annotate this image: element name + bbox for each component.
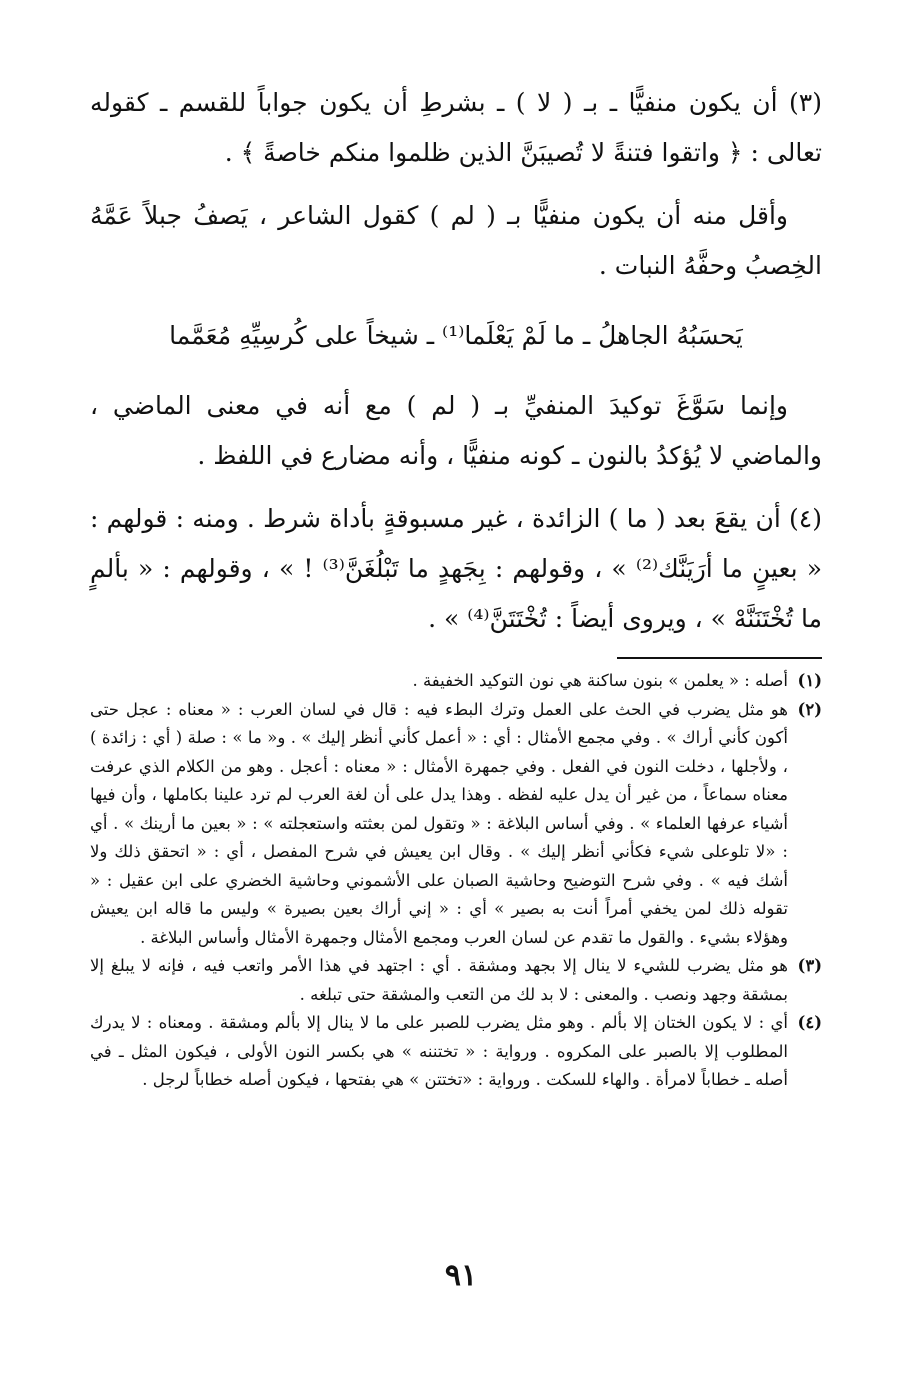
- footnote-number: (١): [797, 671, 822, 690]
- footnote-text: هو مثل يضرب في الحث على العمل وترك البطء فيه : قال في لسان العرب : « معناه : عجل حتى أكون كأني أراك » . وفي مجمع الأمثال : أي : « أعمل كأني أنظر إليك » . و« ما » : صلة ( أي : زائدة ) ، ولأجلها ، دخلت النون في الفعل . وفي جمهرة الأمثال : « معناه : أعجل . وهو من الكلام الذي عرفت معناه سماعاً ، من غير أن يدل عليه لفظه . وهذا يدل على أن لغة العرب لم ترد علينا بكاملها ، وأن فيها أشياء عرفها العلماء » . وفي أساس البلاغة : « وتقول لمن بعثته واستعجلته » : « بعين ما أرينك » . أي : «لا تلوعلى شيء فكأني أنظر إليك » . وقال ابن يعيش في شرح المفصل ، أي : « اتحقق ذلك ولا أشك فيه » . وفي شرح التوضيح وحاشية الصبان على الأشموني وحاشية الخضري على ابن عقيل : « تقوله ذلك لمن يخفي أمراً أنت به بصير » أي : « إني أراك بعين بصيرة » وليس ما قاله ابن يعيش وهؤلاء بشيء . والقول ما تقدم عن لسان العرب ومجمع الأمثال وجمهرة الأمثال وأساس البلاغة .: [90, 699, 788, 947]
- footnote-number: (٣): [797, 956, 822, 975]
- footnote-4: [90, 1009, 822, 1095]
- footnote-text: أصله : « يعلمن » بنون ساكنة هي نون التوكيد الخفيفة .: [412, 671, 788, 690]
- main-text: [90, 78, 822, 644]
- poetry-verse: يَحسَبُهُ الجاهلُ ـ ما لَمْ يَعْلَما⁽¹⁾ ـ شيخاً على كُرسِيِّهِ مُعَمَّما: [169, 321, 743, 350]
- footnote-number: (٢): [797, 699, 822, 719]
- paragraph-explanation: وإنما سَوَّغَ توكيدَ المنفيِّ بـ ( لم ) مع أنه في معنى الماضي ، والماضي لا يُؤكدُ بالنون ـ كونه منفيًّا ، وأنه مضارع في اللفظ .: [90, 391, 822, 470]
- footnotes: [90, 667, 822, 1095]
- footnote-2: [90, 696, 822, 953]
- page-number: ٩١: [444, 1258, 478, 1293]
- footnote-3: [90, 952, 822, 1009]
- footnote-number: (٤): [797, 1013, 822, 1032]
- book-page: [90, 78, 822, 1095]
- footnote-text: أي : لا يكون الختان إلا بألم . وهو مثل يضرب للصبر على ما لا ينال إلا بألم ومشقة . ومعناه : لا يدرك المطلوب إلا بالصبر على المكروه . ورواية : « تختننه » هي بكسر النون الأولى ، فيكون المثل ـ في أصله ـ خطاباً لامرأة . والهاء للسكت . ورواية : «تختتن » هي بفتحها ، فيكون أصله خطاباً لرجل .: [90, 1013, 788, 1089]
- footnote-1: [90, 667, 822, 696]
- footnote-text: هو مثل يضرب للشيء لا ينال إلا بجهد ومشقة . أي : اجتهد في هذا الأمر واتعب فيه ، فإنه لا يبلغ إلا بمشقة وجهد ونصب . والمعنى : لا بد لك من التعب والمشقة حتى تبلغه .: [90, 956, 788, 1004]
- paragraph-condition-3: (٣) أن يكون منفيًّا ـ بـ ( لا ) ـ بشرطِ أن يكون جواباً للقسم ـ كقوله تعالى : ﴿ واتقوا فتنةً لا تُصيبَنَّ الذين ظلموا منكم خاصةً ﴾ .: [90, 88, 822, 167]
- paragraph-condition-4: (٤) أن يقعَ بعد ( ما ) الزائدة ، غير مسبوقةٍ بأداة شرط . ومنه : قولهم : « بعينٍ ما أرَيَنَّك⁽²⁾ » ، وقولهم : بِجَهدٍ ما تَبْلُغَنَّ⁽³⁾ ! » ، وقولهم : « بألمٍ ما تُخْتَنَنَّهْ » ، ويروى أيضاً : تُخْتَتَنَّ⁽⁴⁾ » .: [90, 504, 822, 633]
- paragraph-lam-negation: وأقل منه أن يكون منفيًّا بـ ( لم ) كقول الشاعر ، يَصفُ جبلاً عَمَّهُ الخِصبُ وحفَّهُ النبات .: [90, 201, 822, 280]
- footnote-divider: [617, 657, 822, 659]
